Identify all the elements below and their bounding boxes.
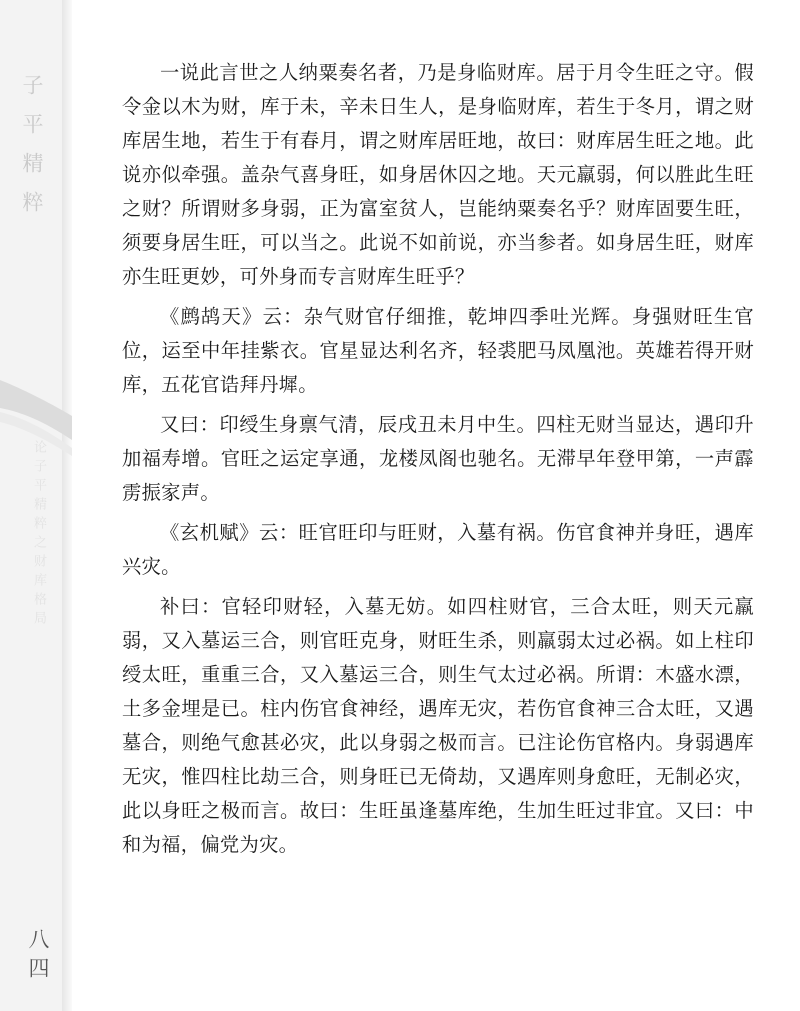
page-number: 八四: [26, 928, 50, 986]
paragraph: 补曰：官轻印财轻，入墓无妨。如四柱财官，三合太旺，则天元羸弱，又入墓运三合，则官旺克身，财旺生杀，则羸弱太过必祸。如上柱印绶太旺，重重三合，又入墓运三合，则生气太过必祸。所谓：木盛水漂，土多金埋是已。柱内伤官食神经，遇库无灾，若伤官食神三合太旺，又遇墓合，则绝气愈甚必灾，此以身弱之极而言。已注论伤官格内。身弱遇库无灾，惟四柱比劫三合，则身旺已无倚劫，又遇库则身愈旺，无制必灾，此以身旺之极而言。故曰：生旺虽逢墓库绝，生加生旺过非宜。又曰：中和为福，偏党为灾。: [122, 595, 754, 856]
paragraph: 《鹧鸪天》云：杂气财官仔细推，乾坤四季吐光辉。身强财旺生官位，运至中年挂紫衣。官星显达利名齐，轻裘肥马凤凰池。英雄若得开财库，五花官诰拜丹墀。: [122, 305, 754, 396]
running-book-title: 子平精粹: [20, 74, 44, 230]
paragraph: 又曰：印绶生身禀气清，辰戌丑未月中生。四柱无财当显达，遇印升加福寿增。官旺之运定享通，龙楼凤阁也驰名。无滞早年登甲第，一声霹雳振家声。: [122, 413, 754, 504]
paragraph: 一说此言世之人纳粟奏名者，乃是身临财库。居于月令生旺之守。假令金以木为财，库于未，辛未日生人，是身临财库，若生于冬月，谓之财库居生地，若生于有春月，谓之财库居旺地，故曰：财库居生旺之地。此说亦似牵强。盖杂气喜身旺，如身居休囚之地。天元羸弱，何以胜此生旺之财？所谓财多身弱，正为富室贫人，岂能纳粟奏名乎？财库固要生旺，须要身居生旺，可以当之。此说不如前说，亦当参者。如身居生旺，财库亦生旺更妙，可外身而专言财库生旺乎？: [122, 61, 754, 288]
page-body: [122, 56, 754, 868]
paragraph: 《玄机赋》云：旺官旺印与旺财，入墓有祸。伤官食神并身旺，遇库兴灾。: [122, 521, 754, 578]
faint-margin-text: 论子平精粹之财库格局: [31, 440, 46, 630]
